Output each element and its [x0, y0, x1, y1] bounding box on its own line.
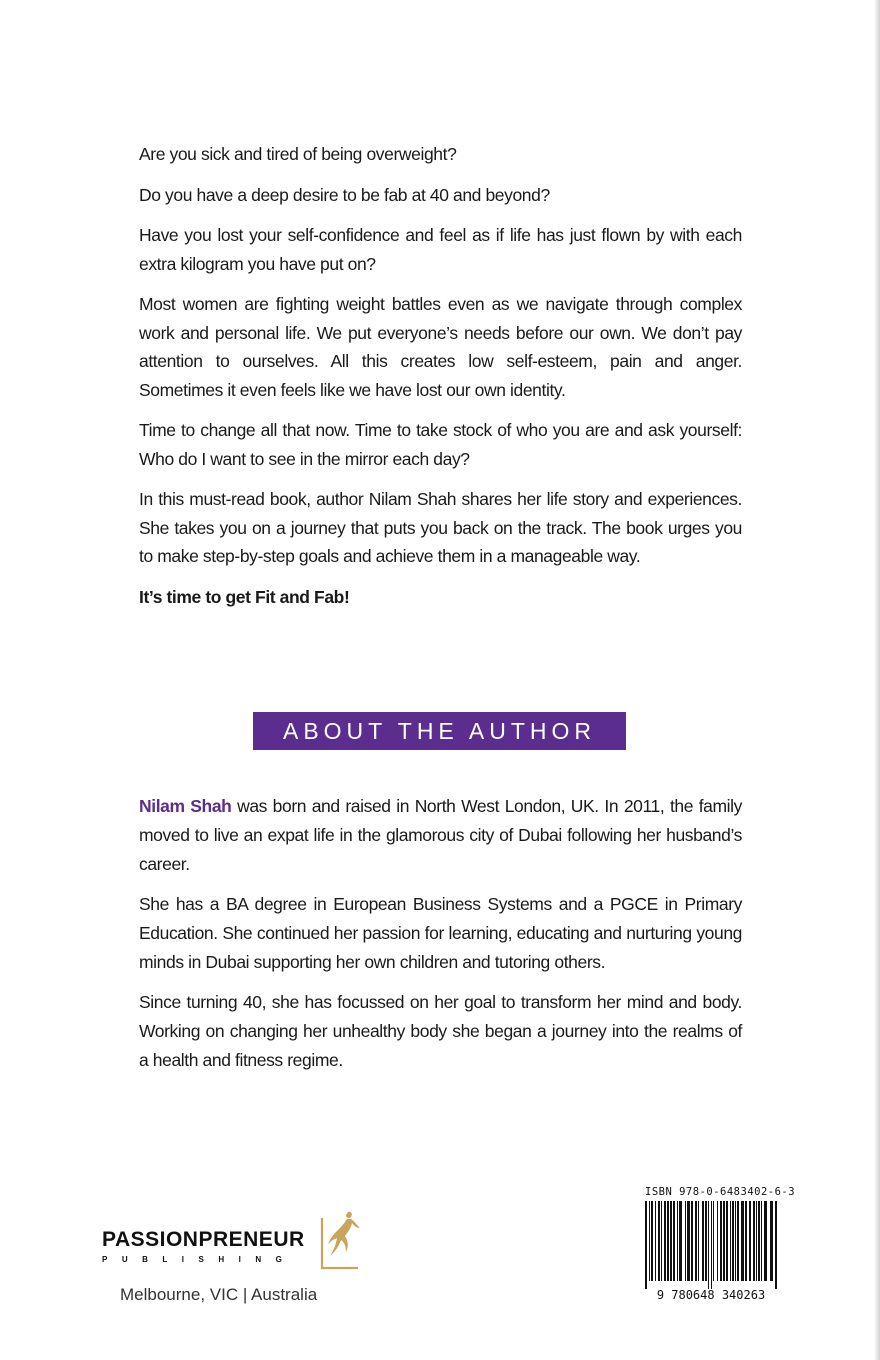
barcode-bar [670, 1201, 672, 1281]
barcode-bar [775, 1201, 777, 1289]
barcode-bar [717, 1201, 718, 1281]
barcode-bar [685, 1201, 686, 1281]
leaping-figure-icon [318, 1208, 362, 1270]
barcode-bar [737, 1201, 739, 1281]
publisher-name: PASSIONPRENEUR [102, 1228, 305, 1251]
barcode-bar [711, 1201, 712, 1289]
barcode-bar [735, 1201, 736, 1281]
barcode-bar [753, 1201, 755, 1281]
barcode-bar [708, 1201, 709, 1289]
blurb-paragraph: Do you have a deep desire to be fab at 40 and beyond? [139, 184, 550, 205]
bio-paragraph: Since turning 40, she has focussed on her goal to transform her mind and body. Working on changing her unhealthy body she began a journey into the realms of a health and fitness regime. [139, 992, 742, 1070]
barcode-bar [651, 1201, 653, 1281]
barcode-bar [649, 1201, 650, 1281]
barcode-bar [687, 1201, 690, 1281]
barcode-bar [661, 1201, 662, 1281]
blurb-tagline: It’s time to get Fit and Fab! [139, 586, 350, 607]
barcode-bar [667, 1201, 669, 1281]
barcode-bar [673, 1201, 675, 1281]
barcode-bar [726, 1201, 728, 1281]
blurb-paragraph: In this must-read book, author Nilam Shah shares her life story and experiences. She takes you on a journey that puts you back on the track. The book urges you to make step-by-step goals and achieve them in a manageable way. [139, 489, 742, 566]
barcode-bar [764, 1201, 767, 1281]
blurb-paragraph: Time to change all that now. Time to take stock of who you are and ask yourself: Who do I want to see in the mirror each day? [139, 420, 742, 469]
publisher-subtitle: PUBLISHING [102, 1255, 297, 1264]
isbn-label: ISBN 978-0-6483402-6-3 [645, 1186, 796, 1198]
barcode-bar [713, 1201, 714, 1281]
barcode-digits: 9 780648 340263 [656, 1288, 766, 1301]
bio-first-text: was born and raised in North West London, UK. In 2011, the family moved to live an expat life in the glamorous city of Dubai following her husband’s career. [139, 796, 742, 874]
barcode-bar [658, 1201, 660, 1281]
barcode-bar [702, 1201, 704, 1281]
about-author-heading: ABOUT THE AUTHOR [253, 712, 626, 750]
blurb-paragraph: Have you lost your self-confidence and feel as if life has just flown by with each extra kilogram you have put on? [139, 225, 742, 274]
barcode-bar [677, 1201, 678, 1281]
barcode-bar [705, 1201, 707, 1281]
barcode-bar [758, 1201, 760, 1281]
publisher-logo [102, 1208, 372, 1278]
author-name: Nilam Shah [139, 796, 232, 816]
bio-paragraph: She has a BA degree in European Business Systems and a PGCE in Primary Education. She continued her passion for learning, educating and nurturing young minds in Dubai supporting her own children and tutoring others. [139, 894, 742, 972]
barcode-bar [741, 1201, 744, 1281]
barcode-bar [655, 1201, 656, 1281]
barcode-bar [695, 1201, 697, 1281]
publisher-location: Melbourne, VIC | Australia [120, 1285, 318, 1304]
barcode-bar [745, 1201, 747, 1281]
barcode-bar [732, 1201, 734, 1281]
barcode-bar [664, 1201, 666, 1281]
barcode-bar [691, 1201, 693, 1281]
barcode-bar [756, 1201, 757, 1281]
barcode-bar [749, 1201, 751, 1281]
barcode-graphic [641, 1199, 781, 1301]
barcode-bar [698, 1201, 699, 1281]
isbn-barcode [641, 1199, 781, 1301]
book-blurb [139, 140, 742, 623]
barcode-bar [645, 1201, 647, 1289]
barcode-bar [770, 1201, 773, 1281]
author-bio [139, 792, 742, 1086]
page-edge-shadow [874, 0, 880, 1360]
barcode-bar [720, 1201, 722, 1281]
barcode-bar [761, 1201, 762, 1281]
blurb-paragraph: Are you sick and tired of being overweight? [139, 144, 457, 164]
barcode-bar [730, 1201, 731, 1281]
barcode-bar [723, 1201, 725, 1281]
blurb-paragraph: Most women are fighting weight battles even as we navigate through complex work and personal life. We put everyone’s needs before our own. We don’t pay attention to ourselves. All this creates low self-esteem, pain and anger. Sometimes it even feels like we have lost our own identity. [139, 294, 742, 400]
barcode-bar [679, 1201, 682, 1281]
bio-paragraph [139, 792, 742, 879]
